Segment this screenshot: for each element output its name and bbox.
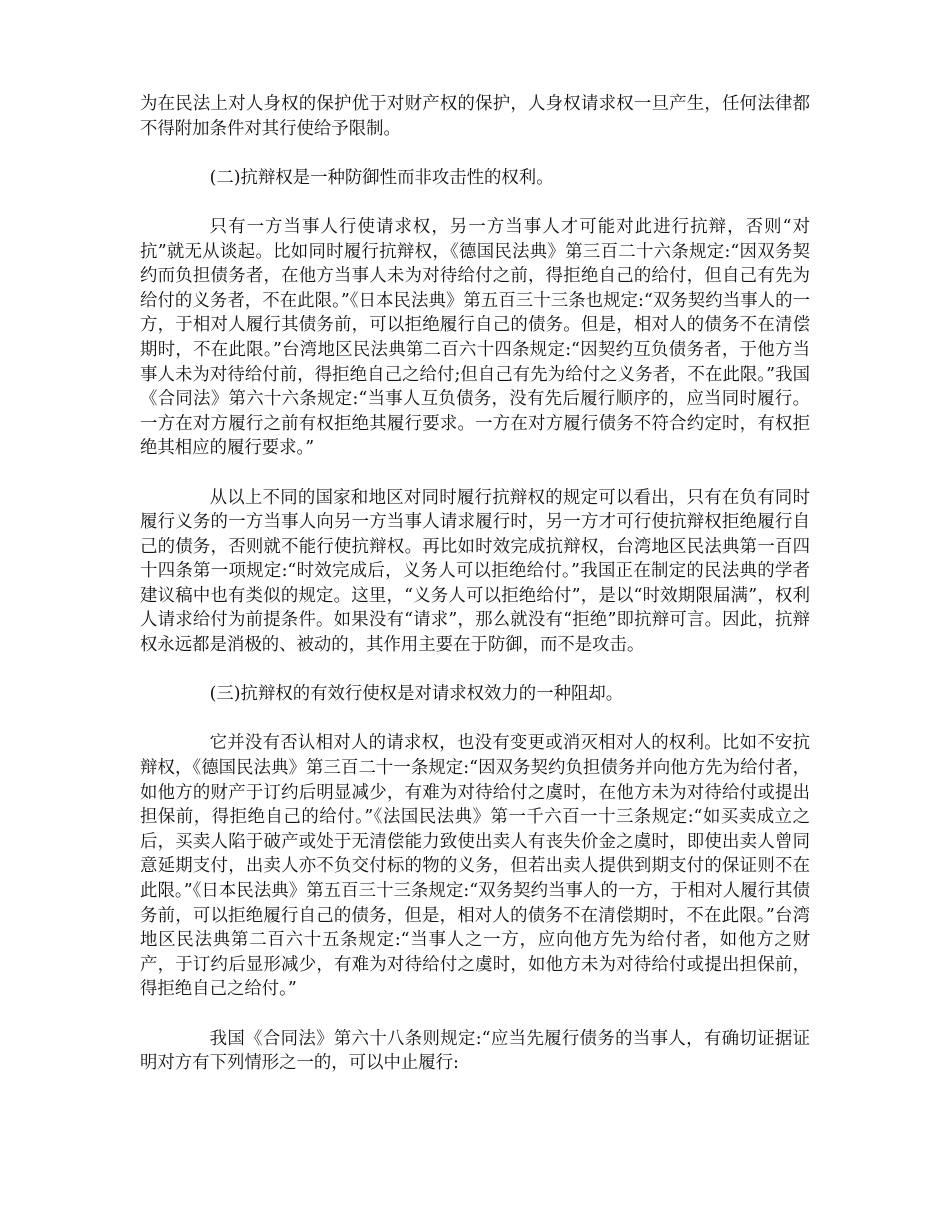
document-page [140, 92, 810, 1100]
paragraph-continuation: 为在民法上对人身权的保护优于对财产权的保护，人身权请求权一旦产生，任何法律都不得附加条件对其行使给予限制。 [140, 94, 810, 139]
paragraph-simultaneous-performance: 只有一方当事人行使请求权，另一方当事人才可能对此进行抗辩，否则“对抗”就无从谈起。比如同时履行抗辩权，《德国民法典》第三百二十六条规定:“因双务契约而负担债务者，在他方当事人未为对待给付之前，得拒绝自己的给付，但自己有先为给付的义务者，不在此限。”《日本民法典》第五百三十三条也规定:“双务契约当事人的一方，于相对人履行其债务前，可以拒绝履行自己的债务。但是，相对人的债务不在清偿期时，不在此限。”台湾地区民法典第二百六十四条规定:“因契约互负债务者，于他方当事人未为对待给付前，得拒绝自己之给付;但自己有先为给付之义务者，不在此限。”我国《合同法》第六十六条规定:“当事人互负债务，没有先后履行顺序的，应当同时履行。一方在对方履行之前有权拒绝其履行要求。一方在对方履行债务不符合约定时，有权拒绝其相应的履行要求。” [140, 216, 810, 459]
paragraph-insecurity-defense: 它并没有否认相对人的请求权，也没有变更或消灭相对人的权利。比如不安抗辩权，《德国民法典》第三百二十一条规定:“因双务契约负担债务并向他方先为给付者，如他方的财产于订约后明显减少，有难为对待给付之虞时，在他方未为对待给付或提出担保前，得拒绝自己的给付。”《法国民法典》第一千六百一十三条规定:“如买卖成立之后，买卖人陷于破产或处于无清偿能力致使出卖人有丧失价金之虞时，即使出卖人曾同意延期支付，出卖人亦不负交付标的物的义务，但若出卖人提供到期支付的保证则不在此限。”《日本民法典》第五百三十三条规定:“双务契约当事人的一方，于相对人履行其债务前，可以拒绝履行自己的债务，但是，相对人的债务不在清偿期时，不在此限。”台湾地区民法典第二百六十五条规定:“当事人之一方，应向他方先为给付者，如他方之财产，于订约后显形减少，有难为对待给付之虞时，如他方未为对待给付或提出担保前，得拒绝自己之给付。” [140, 733, 810, 1000]
paragraph-defense-analysis: 从以上不同的国家和地区对同时履行抗辩权的规定可以看出，只有在负有同时履行义务的一方当事人向另一方当事人请求履行时，另一方才可行使抗辩权拒绝履行自己的债务，否则就不能行使抗辩权。再比如时效完成抗辩权，台湾地区民法典第一百四十四条第一项规定:“时效完成后，义务人可以拒绝给付。”我国正在制定的民法典的学者建议稿中也有类似的规定。这里，“义务人可以拒绝给付”，是以“时效期限届满”，权利人请求给付为前提条件。如果没有“请求”，那么就没有“拒绝”即抗辩可言。因此，抗辩权永远都是消极的、被动的，其作用主要在于防御，而不是攻击。 [140, 487, 810, 656]
section-heading-2: (二)抗辩权是一种防御性而非攻击性的权利。 [209, 167, 554, 188]
section-heading-3: (三)抗辩权的有效行使权是对请求权效力的一种阻却。 [209, 684, 624, 705]
paragraph-contract-law-68: 我国《合同法》第六十八条则规定:“应当先履行债务的当事人，有确切证据证明对方有下列情形之一的，可以中止履行: [140, 1028, 810, 1074]
